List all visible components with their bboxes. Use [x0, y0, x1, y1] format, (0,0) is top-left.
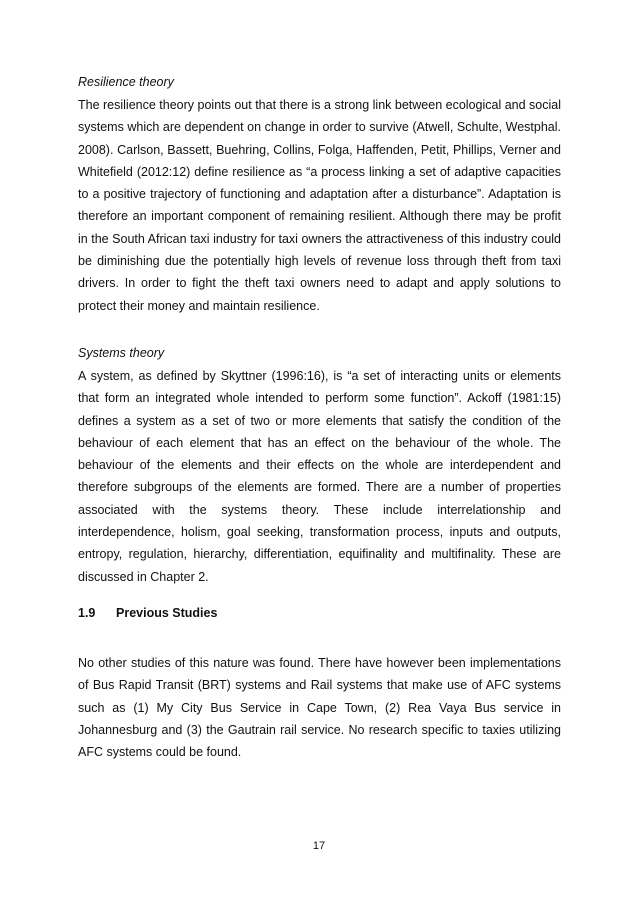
section-title: Previous Studies: [116, 606, 218, 620]
page-number: 17: [312, 840, 326, 852]
systems-theory-heading: Systems theory: [78, 346, 165, 360]
resilience-theory-heading: Resilience theory: [78, 75, 174, 89]
previous-studies-heading: [78, 605, 217, 621]
systems-theory-paragraph: A system, as defined by Skyttner (1996:16), is “a set of interacting units or elements that form an integrated whole intended to perform some function”. Ackoff (1981:15) defines a system as a set of two or more elements that satisfy the condition of the behaviour of each element that has an effect on the behaviour of the whole. The behaviour of the elements and their effects on the whole are interdependent and therefore subgroups of the elements are formed. There are a number of properties associated with the systems theory. These include interrelationship and interdependence, holism, goal seeking, transformation process, inputs and outputs, entropy, regulation, hierarchy, differentiation, equifinality and multifinality. These are discussed in Chapter 2.: [78, 369, 561, 584]
resilience-theory-paragraph: The resilience theory points out that there is a strong link between ecological and social systems which are dependent on change in order to survive (Atwell, Schulte, Westphal. 2008). Carlson, Bassett, Buehring, Collins, Folga, Haffenden, Petit, Phillips, Verner and Whitefield (2012:12) define resilience as “a process linking a set of adaptive capacities to a positive trajectory of functioning and adaptation after a disturbance”. Adaptation is therefore an important component of remaining resilient. Although there may be profit in the South African taxi industry for taxi owners the attractiveness of this industry could be diminishing due the potentially high levels of revenue loss through theft from taxi drivers. In order to fight the theft taxi owners need to adapt and apply solutions to protect their money and maintain resilience.: [78, 98, 561, 313]
previous-studies-paragraph: No other studies of this nature was found. There have however been implementations of Bus Rapid Transit (BRT) systems and Rail systems that make use of AFC systems such as (1) My City Bus Service in Cape Town, (2) Rea Vaya Bus service in Johannesburg and (3) the Gautrain rail service. No research specific to taxies utilizing AFC systems could be found.: [78, 656, 561, 760]
section-number: 1.9: [78, 606, 96, 620]
